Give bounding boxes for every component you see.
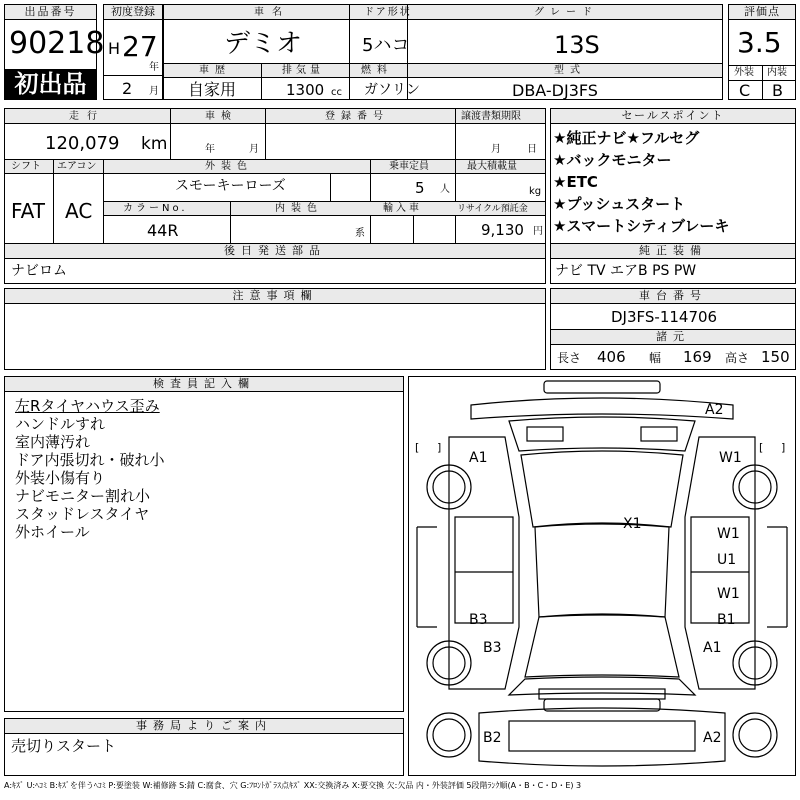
damage-mark: A2 bbox=[703, 730, 722, 746]
history: 自家用 bbox=[188, 80, 237, 99]
length: 406 bbox=[597, 348, 626, 366]
inspector-line: 室内薄汚れ bbox=[15, 433, 91, 451]
capacity: 5 bbox=[415, 179, 425, 197]
interior-grade: B bbox=[772, 81, 783, 100]
era: H bbox=[108, 39, 121, 58]
int-color-label: 内装色 bbox=[275, 203, 323, 214]
lot-label: 出品番号 bbox=[5, 5, 96, 20]
chassis-number: DJ3FS-114706 bbox=[611, 308, 718, 326]
legend: A:ｷｽﾞ U:ﾍｺﾐ B:ｷｽﾞを伴うﾍｺﾐ P:要塗装 W:補修跡 S:錆 C:腐食、穴 G:ﾌﾛﾝﾄｶﾞﾗｽ点ｷｽﾞ XX:交換済み X:要交換 欠:欠品 内・外装評価 5段階ﾗﾝｸ順(A・B・C・D・E) 3 bbox=[4, 781, 582, 790]
door-type: 5ハコ bbox=[362, 35, 410, 56]
width-label: 幅 bbox=[649, 351, 662, 365]
damage-mark: W1 bbox=[717, 586, 740, 602]
office-text: 売切りスタート bbox=[11, 737, 117, 755]
score: 3.5 bbox=[737, 26, 782, 59]
shift-label: シフト bbox=[11, 161, 41, 172]
history-label: 車歴 bbox=[199, 65, 231, 76]
int-color-suffix: 系 bbox=[355, 228, 365, 239]
sales-point: ★純正ナビ★フルセグ bbox=[553, 129, 700, 147]
color-no-label: カラーNo. bbox=[123, 203, 188, 214]
lot-number-box bbox=[4, 4, 105, 100]
sales-points-box bbox=[550, 108, 796, 284]
length-label: 長さ bbox=[557, 351, 582, 365]
capacity-label: 乗車定員 bbox=[389, 161, 429, 172]
score-box bbox=[728, 4, 796, 100]
height-label: 高さ bbox=[725, 351, 750, 365]
damage-mark: A1 bbox=[703, 640, 722, 656]
load-unit: kg bbox=[529, 186, 542, 197]
damage-mark: X1 bbox=[623, 516, 642, 532]
office-label: 事務局よりご案内 bbox=[5, 719, 403, 734]
inspector-line: スタッドレスタイヤ bbox=[15, 505, 150, 523]
car-name: デミオ bbox=[224, 29, 303, 59]
damage-mark: A2 bbox=[705, 402, 724, 418]
inspector-line: 外ホイール bbox=[15, 523, 90, 541]
color-no: 44R bbox=[147, 221, 179, 240]
aircon: AC bbox=[65, 199, 93, 223]
reg-month: 2 bbox=[122, 79, 133, 98]
later-parts: ナビロム bbox=[11, 263, 67, 279]
inspection-year-unit: 年 bbox=[205, 144, 215, 155]
damage-mark: B1 bbox=[717, 612, 736, 628]
grade: 13S bbox=[554, 31, 600, 59]
equipment-label: 純正装備 bbox=[551, 244, 795, 259]
recycle-label: リサイクル預託金 bbox=[457, 204, 528, 214]
svg-text:[: [ bbox=[759, 441, 764, 454]
car-diagram bbox=[408, 376, 796, 776]
inspector-line: 左Rタイヤハウス歪み bbox=[15, 397, 160, 415]
door-label: ドア形状 bbox=[364, 7, 412, 18]
mileage-unit: km bbox=[141, 134, 168, 154]
displacement-unit: cc bbox=[331, 87, 342, 98]
exterior-label: 外装 bbox=[734, 67, 754, 78]
svg-text:]: ] bbox=[781, 441, 786, 454]
sales-point: ★プッシュスタート bbox=[553, 195, 686, 213]
inspector-box bbox=[4, 376, 404, 712]
car-name-label: 車名 bbox=[254, 7, 290, 18]
year-unit: 年 bbox=[149, 62, 159, 73]
office-box bbox=[4, 718, 404, 776]
ext-color: スモーキーローズ bbox=[175, 178, 286, 194]
transfer-month-unit: 月 bbox=[491, 144, 501, 155]
sales-point: ★ETC bbox=[553, 173, 598, 191]
recycle: 9,130 bbox=[481, 221, 524, 239]
fuel: ガソリン bbox=[364, 82, 420, 98]
first-registration-box bbox=[103, 4, 163, 100]
transfer-label: 譲渡書類期限 bbox=[461, 111, 521, 122]
reg-year: 27 bbox=[122, 30, 158, 63]
inspector-line: 外装小傷有り bbox=[15, 469, 106, 487]
damage-mark: W1 bbox=[719, 450, 742, 466]
first-reg-label: 初度登録 bbox=[104, 5, 162, 20]
capacity-unit: 人 bbox=[440, 184, 450, 195]
mileage: 120,079 bbox=[45, 133, 120, 154]
interior-label: 内装 bbox=[767, 67, 787, 78]
inspector-label: 検査員記入欄 bbox=[5, 377, 403, 392]
sales-point: ★バックモニター bbox=[553, 151, 672, 169]
transfer-day-unit: 日 bbox=[527, 144, 537, 155]
equipment: ナビ TV エアB PS PW bbox=[555, 263, 697, 279]
month-unit: 月 bbox=[149, 86, 159, 97]
displacement-label: 排気量 bbox=[282, 65, 324, 76]
model-label: 型式 bbox=[554, 65, 586, 76]
damage-mark: A1 bbox=[469, 450, 488, 466]
grade-label: グレード bbox=[534, 7, 598, 18]
first-listing-badge: 初出品 bbox=[5, 69, 96, 99]
recycle-unit: 円 bbox=[533, 226, 543, 237]
ext-color-label: 外装色 bbox=[205, 161, 253, 172]
width: 169 bbox=[683, 348, 712, 366]
inspector-line: ハンドルすれ bbox=[15, 415, 106, 433]
import-label: 輸入車 bbox=[383, 203, 422, 214]
model: DBA-DJ3FS bbox=[512, 81, 598, 100]
lot-number: 90218 bbox=[9, 26, 105, 61]
damage-mark: B3 bbox=[483, 640, 502, 656]
load-label: 最大積載量 bbox=[467, 161, 517, 172]
height: 150 bbox=[761, 348, 790, 366]
svg-text:]: ] bbox=[437, 441, 442, 454]
aircon-label: エアコン bbox=[57, 161, 97, 172]
car-outline-svg bbox=[409, 377, 795, 775]
chassis-box bbox=[550, 288, 796, 370]
sales-points-label: セールスポイント bbox=[551, 109, 795, 124]
damage-mark: B2 bbox=[483, 730, 502, 746]
inspection-label: 車検 bbox=[205, 111, 237, 122]
shift: FAT bbox=[11, 199, 46, 223]
exterior-grade: C bbox=[739, 81, 751, 100]
inspector-line: ナビモニター割れ小 bbox=[15, 487, 151, 505]
mileage-label: 走行 bbox=[69, 111, 105, 122]
score-label: 評価点 bbox=[729, 5, 795, 20]
fuel-label: 燃料 bbox=[361, 65, 393, 76]
notes-label: 注意事項欄 bbox=[5, 289, 545, 304]
dims-label: 諸元 bbox=[551, 330, 795, 345]
damage-mark: U1 bbox=[717, 552, 737, 568]
later-parts-label: 後日発送部品 bbox=[5, 244, 545, 259]
damage-mark: W1 bbox=[717, 526, 740, 542]
damage-mark: B3 bbox=[469, 612, 488, 628]
notes-box bbox=[4, 288, 546, 370]
sales-point: ★スマートシティブレーキ bbox=[553, 217, 730, 235]
inspector-line: ドア内張切れ・破れ小 bbox=[15, 451, 165, 469]
details-box bbox=[4, 108, 546, 284]
svg-text:[: [ bbox=[415, 441, 420, 454]
displacement: 1300 bbox=[286, 81, 325, 99]
car-info-box bbox=[163, 4, 723, 100]
plate-label: 登録番号 bbox=[325, 111, 389, 122]
chassis-label: 車台番号 bbox=[551, 289, 795, 304]
inspection-month-unit: 月 bbox=[249, 144, 259, 155]
